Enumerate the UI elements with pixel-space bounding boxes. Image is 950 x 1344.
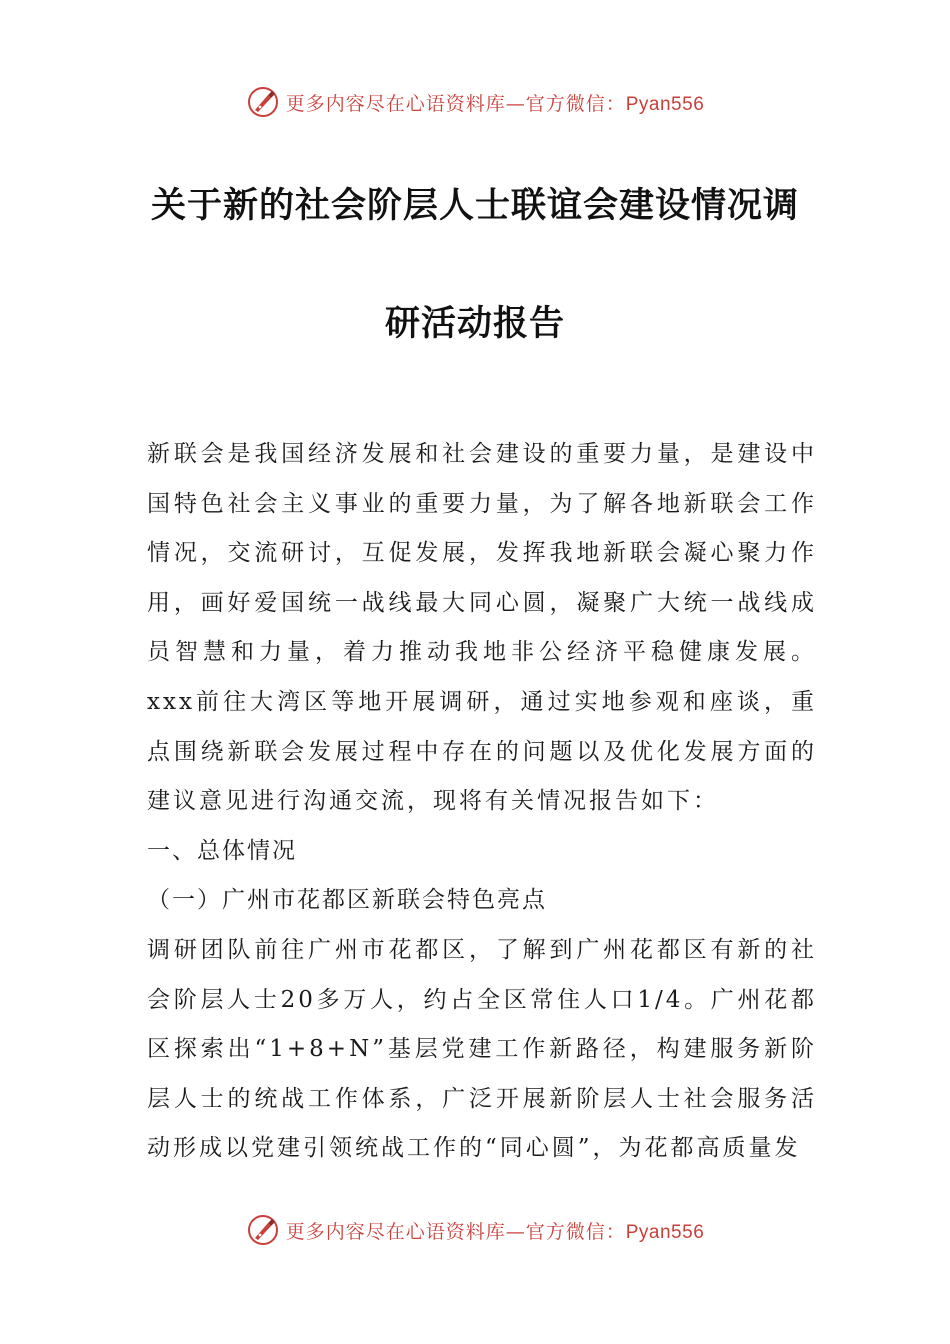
pen-nib-logo-icon — [246, 1213, 280, 1247]
document-body — [147, 430, 817, 1174]
watermark-text: 更多内容尽在心语资料库—官方微信：Pyan556 — [285, 1220, 705, 1243]
section-heading: 一、总体情况 — [147, 837, 297, 864]
wechat-id: Pyan556 — [625, 1221, 705, 1243]
document-title-line-1: 关于新的社会阶层人士联谊会建设情况调 — [150, 186, 799, 226]
wechat-id: Pyan556 — [625, 93, 705, 115]
footer-watermark-banner — [0, 1210, 950, 1250]
body-paragraph: 调研团队前往广州市花都区，了解到广州花都区有新的社会阶层人士20多万人，约占全区常住人口1/4。广州花都区探索出“1+8+N”基层党建工作新路径，构建服务新阶层人士的统战工作体系，广泛开展新阶层人士社会服务活动形成以党建引领统战工作的“同心圆”，为花都高质量发 — [147, 936, 817, 1162]
header-watermark-banner — [0, 82, 950, 122]
document-title-line-2: 研活动报告 — [384, 304, 565, 344]
subsection-heading: （一）广州市花都区新联会特色亮点 — [147, 887, 547, 914]
pen-nib-logo-icon — [246, 85, 280, 119]
intro-paragraph: 新联会是我国经济发展和社会建设的重要力量，是建设中国特色社会主义事业的重要力量，为了解各地新联会工作情况，交流研讨，互促发展，发挥我地新联会凝心聚力作用，画好爱国统一战线最大同心圆，凝聚广大统一战线成员智慧和力量，着力推动我地非公经济平稳健康发展。xxx前往大湾区等地开展调研，通过实地参观和座谈，重点围绕新联会发展过程中存在的问题以及优化发展方面的建议意见进行沟通交流，现将有关情况报告如下： — [147, 441, 817, 815]
watermark-text: 更多内容尽在心语资料库—官方微信：Pyan556 — [285, 92, 705, 115]
